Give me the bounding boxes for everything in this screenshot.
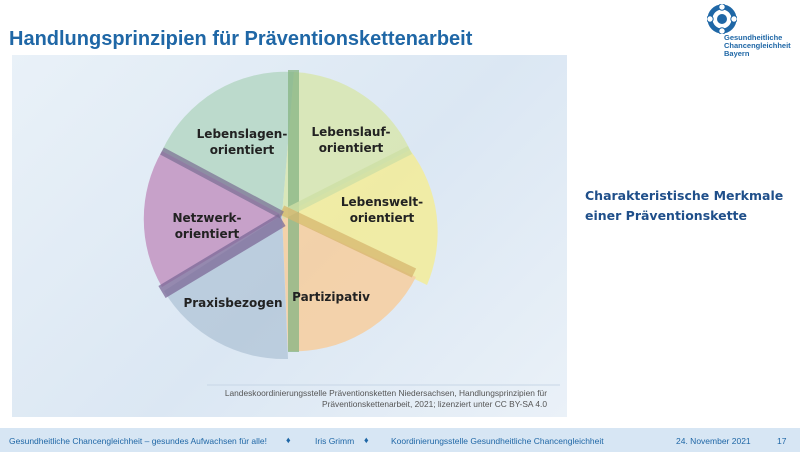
- principles-pie: [12, 55, 567, 417]
- footer-organization: Koordinierungsstelle Gesundheitliche Chancengleichheit: [391, 436, 604, 446]
- label-lebenslauf-2: orientiert: [318, 141, 384, 155]
- footer-author: Iris Grimm: [315, 436, 355, 446]
- caption-line-2: Präventionskettenarbeit, 2021; lizenziert unter CC BY-SA 4.0: [321, 399, 547, 409]
- logo-text: [724, 34, 791, 58]
- footer-separator-1: ♦: [286, 435, 291, 445]
- logo: [705, 4, 797, 60]
- label-lebenslagen-1: Lebenslagen-: [196, 127, 288, 141]
- figure-caption: [225, 388, 547, 410]
- label-lebenslagen-2: orientiert: [209, 143, 275, 157]
- label-partizipativ: Partizipativ: [292, 290, 370, 304]
- label-lebenslauf-1: Lebenslauf-: [311, 125, 391, 139]
- footer-date: 24. November 2021: [676, 436, 751, 446]
- footer-separator-2: ♦: [364, 435, 369, 445]
- label-netzwerk-1: Netzwerk-: [172, 211, 242, 225]
- principles-figure: [12, 55, 567, 417]
- side-note-line-2: einer Präventionskette: [585, 208, 748, 223]
- label-praxisbezogen: Praxisbezogen: [183, 296, 283, 310]
- logo-line-3: Bayern: [724, 49, 750, 58]
- footer-bar: [0, 428, 800, 452]
- label-lebenswelt-2: orientiert: [349, 211, 415, 225]
- logo-line-2: Chancengleichheit: [724, 41, 791, 50]
- side-note: [585, 186, 783, 226]
- logo-circle-icon: [707, 4, 737, 34]
- label-lebenswelt-1: Lebenswelt-: [340, 195, 424, 209]
- label-netzwerk-2: orientiert: [174, 227, 240, 241]
- footer-slogan: Gesundheitliche Chancengleichheit – gesundes Aufwachsen für alle!: [9, 436, 268, 446]
- footer-page-number: 17: [777, 436, 787, 446]
- slide-title: Handlungsprinzipien für Präventionskettenarbeit: [9, 28, 473, 50]
- side-note-line-1: Charakteristische Merkmale: [585, 188, 784, 203]
- logo-line-1: Gesundheitliche: [724, 33, 783, 42]
- caption-line-1: Landeskoordinierungsstelle Präventionsketten Niedersachsen, Handlungsprinzipien für: [224, 388, 547, 398]
